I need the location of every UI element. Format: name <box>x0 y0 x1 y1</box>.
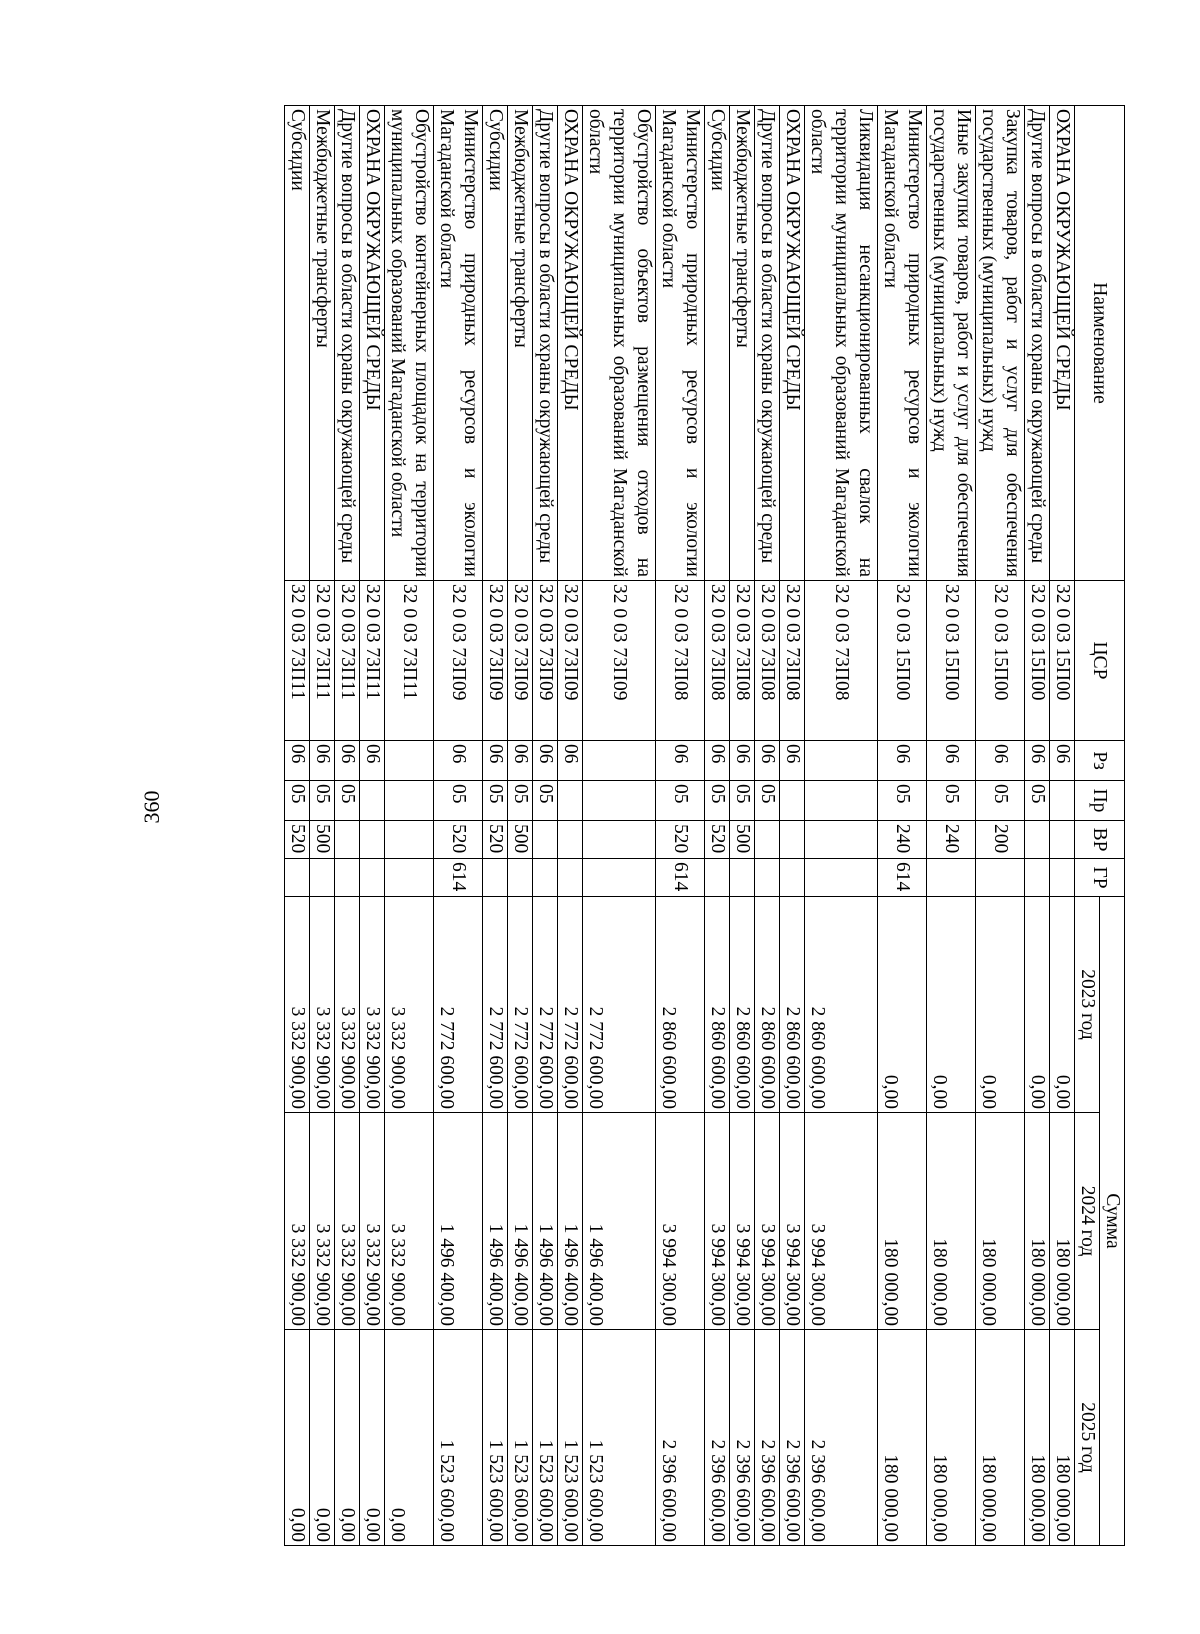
cell-csr: 32 0 03 73П08 <box>780 581 805 741</box>
table-row <box>1050 106 1075 1546</box>
cell-y2025: 2 396 600,00 <box>755 1330 780 1546</box>
cell-gr <box>508 859 533 897</box>
cell-y2024: 3 332 900,00 <box>360 1113 385 1330</box>
page-number: 360 <box>139 790 164 824</box>
cell-name: ОХРАНА ОКРУЖАЮЩЕЙ СРЕДЫ <box>780 106 805 581</box>
cell-y2025: 2 396 600,00 <box>656 1330 705 1546</box>
cell-name: Министерство природных ресурсов и экологии Магаданской области <box>656 106 705 581</box>
cell-gr <box>285 859 310 897</box>
cell-name: Другие вопросы в области охраны окружающей среды <box>1025 106 1050 581</box>
table-row <box>508 106 533 1546</box>
cell-rz: 06 <box>508 741 533 781</box>
cell-name: Закупка товаров, работ и услуг для обеспечения государственных (муниципальных) нужд <box>976 106 1025 581</box>
cell-y2025: 1 523 600,00 <box>434 1330 483 1546</box>
cell-gr <box>780 859 805 897</box>
table-row <box>483 106 508 1546</box>
cell-rz: 06 <box>730 741 755 781</box>
cell-y2025: 2 396 600,00 <box>805 1330 878 1546</box>
cell-pr: 05 <box>1025 781 1050 821</box>
cell-rz: 06 <box>558 741 583 781</box>
cell-gr <box>1025 859 1050 897</box>
cell-y2024: 1 496 400,00 <box>434 1113 483 1330</box>
cell-csr: 32 0 03 73П11 <box>310 581 335 741</box>
cell-y2025: 180 000,00 <box>976 1330 1025 1546</box>
cell-gr <box>335 859 360 897</box>
cell-gr: 614 <box>434 859 483 897</box>
cell-pr: 05 <box>878 781 927 821</box>
cell-csr: 32 0 03 73П11 <box>335 581 360 741</box>
cell-y2025: 0,00 <box>385 1330 434 1546</box>
cell-rz: 06 <box>1050 741 1075 781</box>
cell-pr: 05 <box>335 781 360 821</box>
cell-vr <box>1025 821 1050 859</box>
cell-name: ОХРАНА ОКРУЖАЮЩЕЙ СРЕДЫ <box>360 106 385 581</box>
cell-rz: 06 <box>1025 741 1050 781</box>
cell-rz: 06 <box>780 741 805 781</box>
rotated-table-container <box>180 105 1125 1545</box>
cell-y2025: 180 000,00 <box>1025 1330 1050 1546</box>
table-row <box>1025 106 1050 1546</box>
table-body <box>285 106 1075 1546</box>
cell-vr <box>533 821 558 859</box>
cell-name: Обустройство контейнерных площадок на территории муниципальных образований Магаданской области <box>385 106 434 581</box>
cell-vr <box>583 821 656 859</box>
cell-gr <box>385 859 434 897</box>
cell-name: ОХРАНА ОКРУЖАЮЩЕЙ СРЕДЫ <box>1050 106 1075 581</box>
cell-gr <box>755 859 780 897</box>
table-row <box>335 106 360 1546</box>
cell-y2023: 2 772 600,00 <box>434 897 483 1113</box>
table-row <box>976 106 1025 1546</box>
cell-rz <box>583 741 656 781</box>
cell-rz: 06 <box>705 741 730 781</box>
cell-gr <box>927 859 976 897</box>
cell-vr: 500 <box>730 821 755 859</box>
cell-y2023: 0,00 <box>1025 897 1050 1113</box>
cell-name: Субсидии <box>285 106 310 581</box>
cell-gr <box>483 859 508 897</box>
cell-y2025: 0,00 <box>360 1330 385 1546</box>
cell-y2024: 1 496 400,00 <box>533 1113 558 1330</box>
cell-y2024: 3 332 900,00 <box>385 1113 434 1330</box>
cell-rz: 06 <box>976 741 1025 781</box>
cell-y2024: 3 994 300,00 <box>755 1113 780 1330</box>
header-2023: 2023 год <box>1075 897 1100 1113</box>
cell-csr: 32 0 03 73П08 <box>805 581 878 741</box>
cell-name: Субсидии <box>705 106 730 581</box>
cell-y2025: 1 523 600,00 <box>558 1330 583 1546</box>
cell-name: Субсидии <box>483 106 508 581</box>
cell-rz: 06 <box>285 741 310 781</box>
budget-table <box>284 105 1125 1546</box>
cell-vr: 500 <box>508 821 533 859</box>
cell-y2024: 1 496 400,00 <box>483 1113 508 1330</box>
cell-vr <box>1050 821 1075 859</box>
cell-pr <box>805 781 878 821</box>
table-row <box>730 106 755 1546</box>
table-row <box>878 106 927 1546</box>
table-row <box>805 106 878 1546</box>
cell-csr: 32 0 03 73П08 <box>705 581 730 741</box>
cell-name: Министерство природных ресурсов и экологии Магаданской области <box>878 106 927 581</box>
cell-y2024: 3 332 900,00 <box>335 1113 360 1330</box>
cell-vr <box>335 821 360 859</box>
cell-vr: 200 <box>976 821 1025 859</box>
header-name: Наименование <box>1075 106 1125 581</box>
cell-y2024: 3 994 300,00 <box>805 1113 878 1330</box>
cell-rz: 06 <box>656 741 705 781</box>
cell-csr: 32 0 03 15П00 <box>976 581 1025 741</box>
cell-y2023: 2 860 600,00 <box>780 897 805 1113</box>
cell-csr: 32 0 03 73П11 <box>285 581 310 741</box>
cell-name: Ликвидация несанкционированных свалок на территории муниципальных образований Магаданской области <box>805 106 878 581</box>
cell-vr <box>805 821 878 859</box>
cell-pr: 05 <box>508 781 533 821</box>
cell-pr: 05 <box>755 781 780 821</box>
cell-name: Межбюджетные трансферты <box>310 106 335 581</box>
cell-rz: 06 <box>878 741 927 781</box>
cell-y2024: 3 994 300,00 <box>656 1113 705 1330</box>
cell-y2025: 0,00 <box>285 1330 310 1546</box>
cell-vr <box>360 821 385 859</box>
cell-vr <box>558 821 583 859</box>
cell-y2023: 0,00 <box>878 897 927 1113</box>
cell-y2025: 180 000,00 <box>878 1330 927 1546</box>
table-row <box>285 106 310 1546</box>
cell-y2024: 3 994 300,00 <box>705 1113 730 1330</box>
cell-y2025: 1 523 600,00 <box>533 1330 558 1546</box>
cell-csr: 32 0 03 73П09 <box>508 581 533 741</box>
cell-gr <box>1050 859 1075 897</box>
cell-y2024: 180 000,00 <box>927 1113 976 1330</box>
cell-y2025: 1 523 600,00 <box>508 1330 533 1546</box>
table-row <box>755 106 780 1546</box>
table-row <box>558 106 583 1546</box>
cell-name: Иные закупки товаров, работ и услуг для обеспечения государственных (муниципальных) нужд <box>927 106 976 581</box>
cell-pr <box>583 781 656 821</box>
table-row <box>656 106 705 1546</box>
cell-y2024: 1 496 400,00 <box>583 1113 656 1330</box>
cell-vr: 500 <box>310 821 335 859</box>
cell-pr: 05 <box>434 781 483 821</box>
cell-name: Обустройство объектов размещения отходов на территории муниципальных образований Магаданской области <box>583 106 656 581</box>
cell-csr: 32 0 03 73П09 <box>434 581 483 741</box>
cell-y2023: 0,00 <box>1050 897 1075 1113</box>
cell-gr <box>533 859 558 897</box>
cell-vr: 240 <box>927 821 976 859</box>
cell-y2023: 2 860 600,00 <box>656 897 705 1113</box>
table-row <box>310 106 335 1546</box>
header-pr: Пр <box>1075 781 1125 821</box>
table-row <box>583 106 656 1546</box>
cell-rz: 06 <box>927 741 976 781</box>
cell-y2023: 3 332 900,00 <box>285 897 310 1113</box>
cell-pr: 05 <box>976 781 1025 821</box>
cell-name: ОХРАНА ОКРУЖАЮЩЕЙ СРЕДЫ <box>558 106 583 581</box>
cell-y2025: 180 000,00 <box>927 1330 976 1546</box>
cell-gr <box>730 859 755 897</box>
cell-pr <box>385 781 434 821</box>
cell-vr: 240 <box>878 821 927 859</box>
cell-pr: 05 <box>310 781 335 821</box>
cell-pr <box>558 781 583 821</box>
cell-pr: 05 <box>705 781 730 821</box>
cell-csr: 32 0 03 73П08 <box>755 581 780 741</box>
cell-gr <box>360 859 385 897</box>
cell-gr <box>805 859 878 897</box>
cell-y2025: 1 523 600,00 <box>583 1330 656 1546</box>
cell-y2024: 180 000,00 <box>878 1113 927 1330</box>
cell-y2025: 2 396 600,00 <box>780 1330 805 1546</box>
cell-csr: 32 0 03 73П09 <box>483 581 508 741</box>
cell-y2024: 180 000,00 <box>976 1113 1025 1330</box>
cell-csr: 32 0 03 73П09 <box>533 581 558 741</box>
cell-gr <box>558 859 583 897</box>
cell-y2024: 180 000,00 <box>1025 1113 1050 1330</box>
cell-csr: 32 0 03 15П00 <box>927 581 976 741</box>
cell-y2023: 2 860 600,00 <box>730 897 755 1113</box>
cell-y2023: 0,00 <box>976 897 1025 1113</box>
cell-name: Межбюджетные трансферты <box>730 106 755 581</box>
cell-y2025: 0,00 <box>310 1330 335 1546</box>
cell-y2023: 2 860 600,00 <box>805 897 878 1113</box>
cell-y2024: 1 496 400,00 <box>508 1113 533 1330</box>
cell-y2024: 3 332 900,00 <box>285 1113 310 1330</box>
cell-gr <box>976 859 1025 897</box>
cell-gr: 614 <box>878 859 927 897</box>
table-row <box>780 106 805 1546</box>
cell-y2025: 1 523 600,00 <box>483 1330 508 1546</box>
header-2025: 2025 год <box>1075 1330 1100 1546</box>
header-2024: 2024 год <box>1075 1113 1100 1330</box>
cell-y2025: 2 396 600,00 <box>730 1330 755 1546</box>
table-row <box>360 106 385 1546</box>
cell-name: Межбюджетные трансферты <box>508 106 533 581</box>
cell-csr: 32 0 03 73П11 <box>360 581 385 741</box>
table-row <box>705 106 730 1546</box>
cell-gr <box>705 859 730 897</box>
cell-y2025: 180 000,00 <box>1050 1330 1075 1546</box>
cell-rz <box>385 741 434 781</box>
cell-csr: 32 0 03 15П00 <box>1025 581 1050 741</box>
cell-csr: 32 0 03 73П08 <box>656 581 705 741</box>
cell-y2023: 2 860 600,00 <box>755 897 780 1113</box>
cell-y2025: 0,00 <box>335 1330 360 1546</box>
cell-csr: 32 0 03 15П00 <box>1050 581 1075 741</box>
cell-pr <box>1050 781 1075 821</box>
cell-y2023: 2 772 600,00 <box>533 897 558 1113</box>
cell-name: Другие вопросы в области охраны окружающей среды <box>755 106 780 581</box>
cell-pr: 05 <box>927 781 976 821</box>
cell-gr <box>583 859 656 897</box>
header-csr: ЦСР <box>1075 581 1125 741</box>
cell-rz: 06 <box>434 741 483 781</box>
cell-vr <box>385 821 434 859</box>
table-row <box>533 106 558 1546</box>
header-gr: ГР <box>1075 859 1125 897</box>
cell-y2024: 180 000,00 <box>1050 1113 1075 1330</box>
cell-y2024: 3 332 900,00 <box>310 1113 335 1330</box>
cell-pr: 05 <box>656 781 705 821</box>
cell-pr <box>360 781 385 821</box>
cell-y2023: 3 332 900,00 <box>335 897 360 1113</box>
cell-y2023: 2 860 600,00 <box>705 897 730 1113</box>
cell-vr: 520 <box>656 821 705 859</box>
cell-y2023: 2 772 600,00 <box>558 897 583 1113</box>
cell-y2023: 2 772 600,00 <box>508 897 533 1113</box>
header-vr: ВР <box>1075 821 1125 859</box>
table-row <box>927 106 976 1546</box>
cell-y2023: 0,00 <box>927 897 976 1113</box>
cell-y2023: 3 332 900,00 <box>310 897 335 1113</box>
cell-y2023: 3 332 900,00 <box>360 897 385 1113</box>
cell-rz: 06 <box>533 741 558 781</box>
cell-rz <box>805 741 878 781</box>
cell-pr: 05 <box>730 781 755 821</box>
cell-pr: 05 <box>533 781 558 821</box>
cell-y2024: 3 994 300,00 <box>780 1113 805 1330</box>
cell-gr <box>310 859 335 897</box>
table-row <box>385 106 434 1546</box>
cell-rz: 06 <box>310 741 335 781</box>
cell-csr: 32 0 03 73П09 <box>558 581 583 741</box>
cell-name: Министерство природных ресурсов и экологии Магаданской области <box>434 106 483 581</box>
cell-vr <box>755 821 780 859</box>
cell-y2025: 2 396 600,00 <box>705 1330 730 1546</box>
header-rz: Рз <box>1075 741 1125 781</box>
cell-vr: 520 <box>434 821 483 859</box>
cell-pr <box>780 781 805 821</box>
table-header <box>1075 106 1125 1546</box>
header-sum: Сумма <box>1100 897 1125 1546</box>
cell-name: Другие вопросы в области охраны окружающей среды <box>533 106 558 581</box>
cell-rz: 06 <box>755 741 780 781</box>
cell-rz: 06 <box>360 741 385 781</box>
cell-vr: 520 <box>705 821 730 859</box>
table-row <box>434 106 483 1546</box>
cell-rz: 06 <box>335 741 360 781</box>
cell-vr: 520 <box>285 821 310 859</box>
cell-vr <box>780 821 805 859</box>
cell-vr: 520 <box>483 821 508 859</box>
cell-y2023: 2 772 600,00 <box>583 897 656 1113</box>
cell-y2024: 1 496 400,00 <box>558 1113 583 1330</box>
cell-csr: 32 0 03 73П11 <box>385 581 434 741</box>
cell-name: Другие вопросы в области охраны окружающей среды <box>335 106 360 581</box>
cell-pr: 05 <box>285 781 310 821</box>
cell-csr: 32 0 03 15П00 <box>878 581 927 741</box>
cell-y2023: 3 332 900,00 <box>385 897 434 1113</box>
cell-y2023: 2 772 600,00 <box>483 897 508 1113</box>
cell-rz: 06 <box>483 741 508 781</box>
cell-pr: 05 <box>483 781 508 821</box>
cell-gr: 614 <box>656 859 705 897</box>
cell-csr: 32 0 03 73П08 <box>730 581 755 741</box>
cell-y2024: 3 994 300,00 <box>730 1113 755 1330</box>
cell-csr: 32 0 03 73П09 <box>583 581 656 741</box>
